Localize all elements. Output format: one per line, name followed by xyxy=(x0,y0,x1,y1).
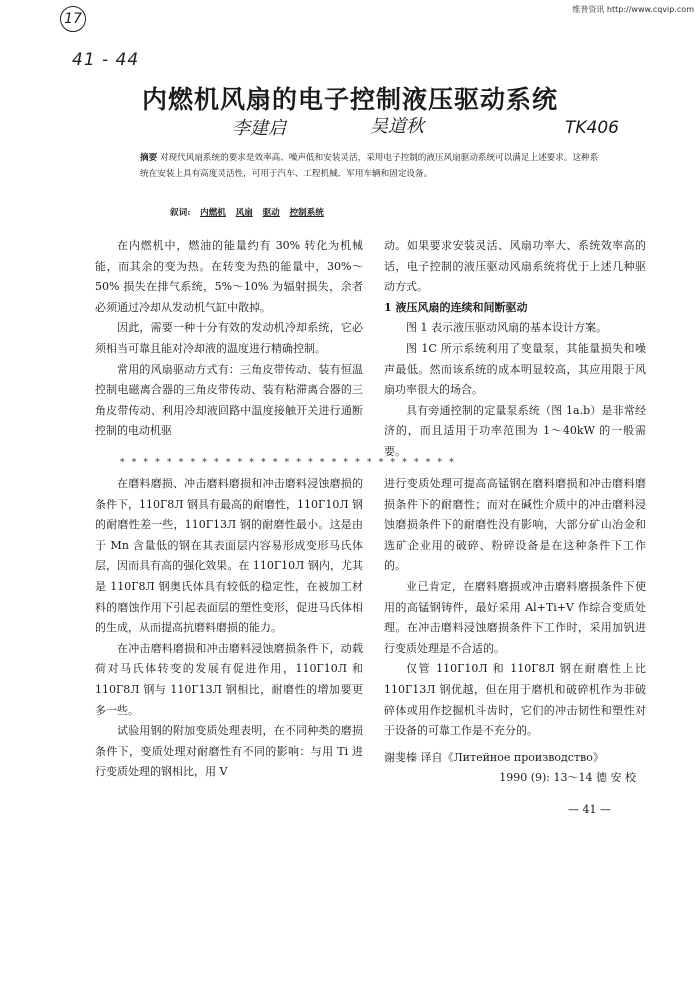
source-citation: 1990 (9): 13～14 德 安 校 xyxy=(499,771,636,785)
abstract-label: 摘要 xyxy=(140,153,158,163)
paragraph: 在冲击磨料磨损和冲击磨料浸蚀磨损条件下，动载荷对马氏体转变的发展有促进作用，110Г10Л 和 110Г8Л 钢与 110Г13Л 钢相比，耐磨性的增加要更多一些。 xyxy=(95,641,363,717)
author-1: 李建启 xyxy=(232,118,286,139)
article-title: 内燃机风扇的电子控制液压驱动系统 xyxy=(141,85,558,114)
keyword: 风扇 xyxy=(235,208,253,218)
abstract-text: 对现代风扇系统的要求是效率高、噪声低和安装灵活，采用电子控制的液压风扇驱动系统可以满足上述要求。这种系统在安装上具有高度灵活性，可用于汽车、工程机械、军用车辆和固定设备。 xyxy=(140,153,599,179)
article2-left-column xyxy=(95,474,363,783)
paragraph: 图 1C 所示系统利用了变量泵，其能量损失和噪声最低。然而该系统的成本明显较高，其应用限于风扇功率很大的场合。 xyxy=(384,341,646,397)
paragraph: 图 1 表示液压驱动风扇的基本设计方案。 xyxy=(406,321,607,335)
paragraph: 常用的风扇驱动方式有：三角皮带传动、装有恒温控制电磁离合器的三角皮带传动、装有粘滞离合器的三角皮带传动、利用冷却液回路中温度接触开关进行通断控制的电动机驱 xyxy=(95,362,363,438)
paragraph: 进行变质处理可提高高锰钢在磨料磨损和冲击磨料磨损条件下的耐磨性；而对在碱性介质中的冲击磨料浸蚀磨损条件下的耐磨性没有影响，大部分矿山冶金和选矿企业用的破碎、粉碎设备是在这种条件下工作的。 xyxy=(384,477,646,573)
paragraph: 业已肯定，在磨料磨损或冲击磨料磨损条件下使用的高锰钢铸件，最好采用 Al+Ti+V 作综合变质处理。在冲击磨料浸蚀磨损条件下工作时，采用加钒进行变质处理是不合适的。 xyxy=(384,579,646,655)
translator-credit: 谢斐榛 译自《Литейное производство》 xyxy=(384,750,604,764)
keyword: 内燃机 xyxy=(200,208,226,218)
section-heading: 1 液压风扇的连续和间断驱动 xyxy=(384,300,528,314)
paragraph: 试验用钢的附加变质处理表明，在不同种类的磨损条件下，变质处理对耐磨性有不同的影响：与用 Ti 进行变质处理的钢相比，用 V xyxy=(95,724,363,779)
keyword: 控制系统 xyxy=(289,208,324,218)
article1-left-column xyxy=(95,236,363,442)
paragraph: 仅管 110Г10Л 和 110Г8Л 钢在耐磨性上比 110Г13Л 钢优越，但在用于磨机和破碎机作为非破碎体或用作挖掘机斗齿时，它们的冲击韧性和塑性对于设备的可靠工作是不充分的。 xyxy=(384,662,646,738)
page-number: — 41 — xyxy=(568,803,611,816)
keywords xyxy=(170,206,324,218)
abstract xyxy=(140,150,600,182)
article2-right-column xyxy=(384,474,646,789)
handwritten-page-range: 41 - 44 xyxy=(72,50,140,70)
paragraph: 在磨料磨损、冲击磨料磨损和冲击磨料浸蚀磨损的条件下，110Г8Л 钢具有最高的耐磨性，110Г10Л 钢的耐磨性差一些，110Г13Л 钢的耐磨性最小。这是由于 Mn 含量低的钢在其表面层内容易形成变形马氏体层，因而具有高的强化效果。在 110Г10Л 钢内，尤其是 110Г8Л 钢奥氏体具有较低的稳定性，在被加工材料的磨蚀作用下引起表面层的塑性变形，促进马氏体相的生成，从而提高抗磨料磨损的能力。 xyxy=(95,477,363,635)
author-2: 吴道秋 xyxy=(370,116,424,137)
section-separator: * * * * * * * * * * * * * * * * * * * * * * * * * * * * * xyxy=(120,458,457,468)
watermark: 维普资讯 http://www.cqvip.com xyxy=(572,5,694,14)
paragraph: 动。如果要求安装灵活、风扇功率大、系统效率高的话，电子控制的液压驱动风扇系统将优于上述几种驱动方式。 xyxy=(384,239,646,294)
keyword: 驱动 xyxy=(262,208,280,218)
article1-right-column xyxy=(384,236,646,463)
paragraph: 因此，需要一种十分有效的发动机冷却系统，它必须相当可靠且能对冷却液的温度进行精确控制。 xyxy=(95,321,363,355)
classification-code: TK406 xyxy=(565,118,619,138)
paragraph: 具有旁通控制的定量泵系统（图 1a.b）是非常经济的，而且适用于功率范围为 1～40kW 的一般需要。 xyxy=(384,403,646,458)
keywords-label: 叙词: xyxy=(170,208,191,218)
circled-number: 17 xyxy=(60,6,86,32)
paragraph: 在内燃机中，燃油的能量约有 30% 转化为机械能，而其余的变为热。在转变为热的能量中，30%～50% 损失在排气系统，5%～10% 为辐射损失，余者必须通过冷却从发动机气缸中散掉。 xyxy=(95,239,363,314)
